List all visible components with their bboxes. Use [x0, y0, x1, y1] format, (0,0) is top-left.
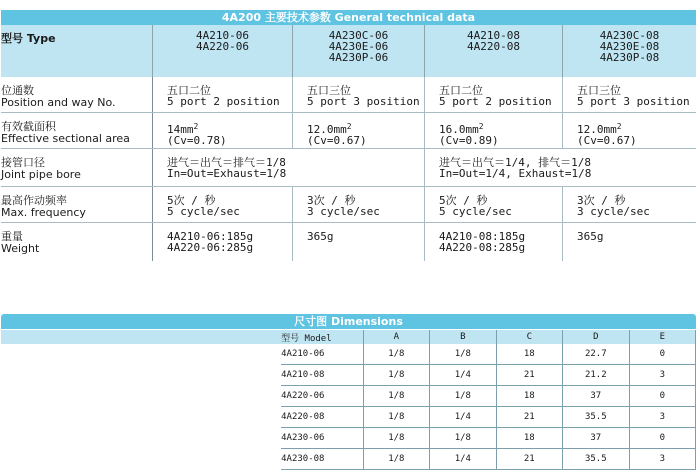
model-cell: 4A230-06	[281, 428, 363, 449]
header-e: E	[629, 330, 695, 344]
label-en: Max. frequency	[1, 206, 86, 219]
joint-cell	[152, 149, 424, 186]
model-cell: 4A230-08	[281, 449, 363, 470]
row-label	[1, 149, 152, 186]
position-cell	[424, 77, 562, 112]
frequency-cell	[292, 187, 424, 222]
value-cell: 18	[496, 344, 562, 365]
value-cell: 1/8	[363, 407, 429, 428]
model-column-4	[562, 25, 696, 77]
position-cell	[292, 77, 424, 112]
value-cell: 1/8	[363, 428, 429, 449]
value-cell: 1/4	[430, 449, 496, 470]
value-cell: 0	[629, 344, 695, 365]
area-number: 12.0mm	[307, 123, 347, 136]
cell-line: 5 port 3 position	[307, 95, 420, 108]
superscript: 2	[616, 122, 622, 131]
table-row	[1, 428, 696, 449]
position-row	[1, 77, 696, 113]
cv-value: (Cv=0.67)	[307, 134, 367, 147]
value-cell: 18	[496, 428, 562, 449]
value-cell: 37	[563, 386, 630, 407]
area-number: 16.0mm	[439, 123, 479, 136]
area-number: 12.0mm	[577, 123, 617, 136]
type-label: 型号 Type	[1, 32, 56, 45]
value-cell: 21	[496, 449, 562, 470]
value-cell: 1/8	[363, 344, 429, 365]
area-value	[439, 121, 562, 135]
area-value	[577, 121, 696, 135]
weight-cell	[562, 223, 696, 261]
superscript: 2	[478, 122, 484, 131]
value-cell: 18	[496, 386, 562, 407]
value-cell: 35.5	[563, 407, 630, 428]
cv-value: (Cv=0.78)	[167, 134, 227, 147]
area-value	[167, 121, 292, 135]
value-cell: 3	[629, 449, 695, 470]
joint-pipe-row	[1, 149, 696, 187]
label-en: Joint pipe bore	[1, 168, 81, 181]
model-name: 4A230C-08	[599, 29, 660, 42]
dimensions-title: 尺寸图 Dimensions	[1, 314, 696, 329]
superscript: 2	[193, 122, 199, 131]
cell-line: 5 port 2 position	[439, 95, 552, 108]
value-cell: 0	[629, 386, 695, 407]
position-cell	[152, 77, 292, 112]
area-number: 14mm	[167, 123, 194, 136]
model-name: 4A220-06	[196, 40, 249, 53]
model-name: 4A230P-08	[599, 51, 660, 64]
model-cell: 4A210-06	[281, 344, 363, 365]
cv-value: (Cv=0.67)	[577, 134, 637, 147]
cell-line: 3 cycle/sec	[307, 205, 380, 218]
value-cell: 1/4	[430, 407, 496, 428]
cell-line: 五口二位	[167, 84, 211, 97]
cell-line: 五口三位	[307, 84, 351, 97]
blank-cell	[1, 449, 281, 470]
model-column-3	[424, 25, 562, 77]
cell-line: 3次 / 秒	[577, 194, 626, 207]
blank-cell	[1, 428, 281, 449]
label-cn: 最高作动频率	[1, 194, 67, 207]
value-cell: 0	[629, 428, 695, 449]
value-cell: 1/8	[430, 386, 496, 407]
value-cell: 3	[629, 365, 695, 386]
value-cell: 1/8	[363, 449, 429, 470]
row-label	[1, 77, 152, 112]
cell-line: 4A210-08:185g	[439, 230, 526, 243]
model-name: 4A230P-06	[328, 51, 389, 64]
header-b: B	[430, 330, 496, 344]
area-cell	[424, 113, 562, 148]
area-cell	[292, 113, 424, 148]
area-cell	[152, 113, 292, 148]
row-label	[1, 187, 152, 222]
dimensions-header-row	[1, 330, 696, 344]
cell-line: 五口三位	[577, 84, 621, 97]
frequency-cell	[562, 187, 696, 222]
joint-cell	[424, 149, 696, 186]
value-cell: 21.2	[563, 365, 630, 386]
cell-line: 5 port 2 position	[167, 95, 280, 108]
cell-line: In=Out=1/4, Exhaust=1/8	[439, 167, 592, 180]
cell-line: 4A210-06:185g	[167, 230, 254, 243]
cell-line: 4A220-06:285g	[167, 241, 254, 254]
area-value	[307, 121, 424, 135]
blank-cell	[1, 407, 281, 428]
header-a: A	[363, 330, 429, 344]
value-cell: 1/8	[430, 344, 496, 365]
cell-line: 5次 / 秒	[439, 194, 488, 207]
cell-line: In=Out=Exhaust=1/8	[167, 167, 287, 180]
table-row	[1, 407, 696, 428]
blank-cell	[1, 365, 281, 386]
table-row	[1, 365, 696, 386]
model-name: 4A220-08	[467, 40, 520, 53]
label-cn: 有效截面积	[1, 120, 56, 133]
cell-line: 365g	[577, 230, 604, 243]
cell-line: 5 cycle/sec	[167, 205, 240, 218]
model-name: 4A210-08	[467, 29, 520, 42]
value-cell: 1/8	[363, 365, 429, 386]
cell-line: 五口二位	[439, 84, 483, 97]
area-cell	[562, 113, 696, 148]
model-cell: 4A220-06	[281, 386, 363, 407]
blank-cell	[1, 386, 281, 407]
label-en: Effective sectional area	[1, 132, 130, 145]
position-cell	[562, 77, 696, 112]
weight-row	[1, 223, 696, 261]
cell-line: 进气＝出气＝1/4, 排气＝1/8	[439, 156, 591, 169]
cell-line: 3 cycle/sec	[577, 205, 650, 218]
header-d: D	[563, 330, 630, 344]
label-cn: 重量	[1, 230, 23, 243]
model-name: 4A230E-08	[599, 40, 660, 53]
model-name: 4A210-06	[196, 29, 249, 42]
label-cn: 接管口径	[1, 156, 45, 169]
tech-header-row	[1, 25, 696, 77]
cell-line: 5 port 3 position	[577, 95, 690, 108]
model-column-1	[152, 25, 292, 77]
blank-cell	[1, 330, 281, 344]
tech-table-title: 4A200 主要技术参数 General technical data	[1, 10, 696, 25]
weight-cell	[152, 223, 292, 261]
header-model: 型号 Model	[281, 330, 363, 344]
row-label	[1, 113, 152, 148]
model-name: 4A230E-06	[328, 40, 389, 53]
blank-cell	[1, 344, 281, 365]
general-technical-data-table	[1, 10, 696, 261]
table-row	[1, 344, 696, 365]
cell-line: 4A220-08:285g	[439, 241, 526, 254]
value-cell: 1/8	[430, 428, 496, 449]
model-cell: 4A210-08	[281, 365, 363, 386]
label-cn: 位通数	[1, 84, 34, 97]
header-c: C	[496, 330, 562, 344]
value-cell: 1/8	[363, 386, 429, 407]
cell-line: 5 cycle/sec	[439, 205, 512, 218]
model-cell: 4A220-08	[281, 407, 363, 428]
cell-line: 3次 / 秒	[307, 194, 356, 207]
value-cell: 35.5	[563, 449, 630, 470]
frequency-cell	[152, 187, 292, 222]
weight-cell	[424, 223, 562, 261]
cv-value: (Cv=0.89)	[439, 134, 499, 147]
cell-line: 5次 / 秒	[167, 194, 216, 207]
value-cell: 37	[563, 428, 630, 449]
value-cell: 3	[629, 407, 695, 428]
superscript: 2	[346, 122, 352, 131]
table-row	[1, 386, 696, 407]
model-column-2	[292, 25, 424, 77]
label-en: Weight	[1, 242, 40, 255]
sectional-area-row	[1, 113, 696, 149]
value-cell: 21	[496, 365, 562, 386]
frequency-cell	[424, 187, 562, 222]
cell-line: 进气＝出气＝排气＝1/8	[167, 156, 286, 169]
dimensions-table	[1, 314, 696, 470]
cell-line: 365g	[307, 230, 334, 243]
dimensions-grid	[1, 330, 696, 470]
row-label	[1, 223, 152, 261]
table-row	[1, 449, 696, 470]
model-name: 4A230C-06	[328, 29, 389, 42]
value-cell: 21	[496, 407, 562, 428]
label-en: Position and way No.	[1, 96, 116, 109]
value-cell: 22.7	[563, 344, 630, 365]
max-frequency-row	[1, 187, 696, 223]
value-cell: 1/4	[430, 365, 496, 386]
weight-cell	[292, 223, 424, 261]
